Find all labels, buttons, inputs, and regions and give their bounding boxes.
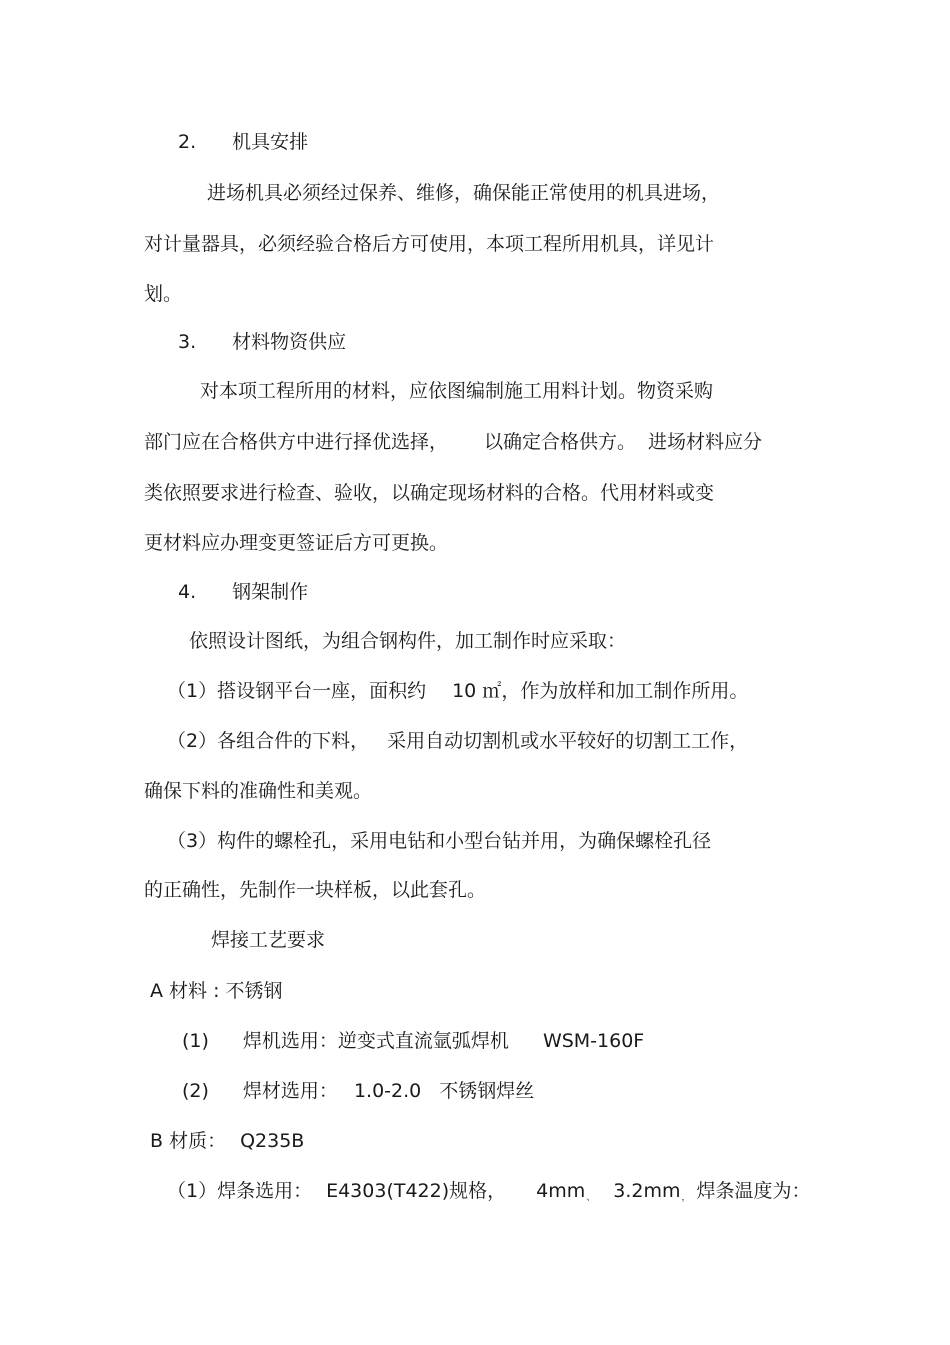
material-b-label: B 材质： Q235B [150, 1130, 305, 1152]
list-item-3: （3）构件的螺栓孔，采用电钻和小型台钻并用，为确保螺栓孔径 [167, 830, 712, 852]
paragraph-line: 部门应在合格供方中进行择优选择， 以确定合格供方。 进场材料应分 [144, 431, 763, 453]
material-a-item-2: (2) 焊材选用： 1.0-2.0 不锈钢焊丝 [182, 1080, 535, 1102]
paragraph-line: 划。 [144, 283, 183, 305]
paragraph-line: 对计量器具，必须经验合格后方可使用，本项工程所用机具，详见计 [144, 233, 715, 255]
section-heading-2 [178, 128, 308, 156]
paragraph-line: 对本项工程所用的材料，应依图编制施工用料计划。物资采购 [200, 380, 714, 402]
paragraph-line: 依照设计图纸，为组合钢构件，加工制作时应采取： [189, 630, 627, 652]
paragraph-line: 确保下料的准确性和美观。 [144, 780, 373, 802]
section-heading-4 [178, 578, 308, 606]
paragraph-line: 的正确性，先制作一块样板，以此套孔。 [144, 879, 487, 901]
weld-title: 焊接工艺要求 [211, 929, 326, 951]
material-b-item-1: （1）焊条选用： E4303(T422)规格， 4mm、 3.2mm， 焊条温度为： [167, 1180, 811, 1203]
list-item-2: （2）各组合件的下料， 采用自动切割机或水平较好的切割工工作， [167, 730, 749, 752]
material-a-item-1: (1) 焊机选用：逆变式直流氩弧焊机 WSM-160F [182, 1030, 645, 1052]
paragraph-line: 更材料应办理变更签证后方可更换。 [144, 532, 449, 554]
material-a-label: A 材料 : 不锈钢 [150, 980, 283, 1002]
section-number: 4. [178, 581, 197, 603]
paragraph-line: 进场机具必须经过保养、维修，确保能正常使用的机具进场， [207, 182, 721, 204]
section-title: 机具安排 [232, 131, 309, 153]
paragraph-line: 类依照要求进行检查、验收，以确定现场材料的合格。代用材料或变 [144, 482, 715, 504]
section-number: 3. [178, 331, 197, 353]
section-heading-3 [178, 328, 346, 356]
section-number: 2. [178, 131, 197, 153]
section-title: 材料物资供应 [232, 331, 347, 353]
list-item-1: （1）搭设钢平台一座，面积约 10 ㎡，作为放样和加工制作所用。 [167, 680, 749, 702]
section-title: 钢架制作 [232, 581, 309, 603]
